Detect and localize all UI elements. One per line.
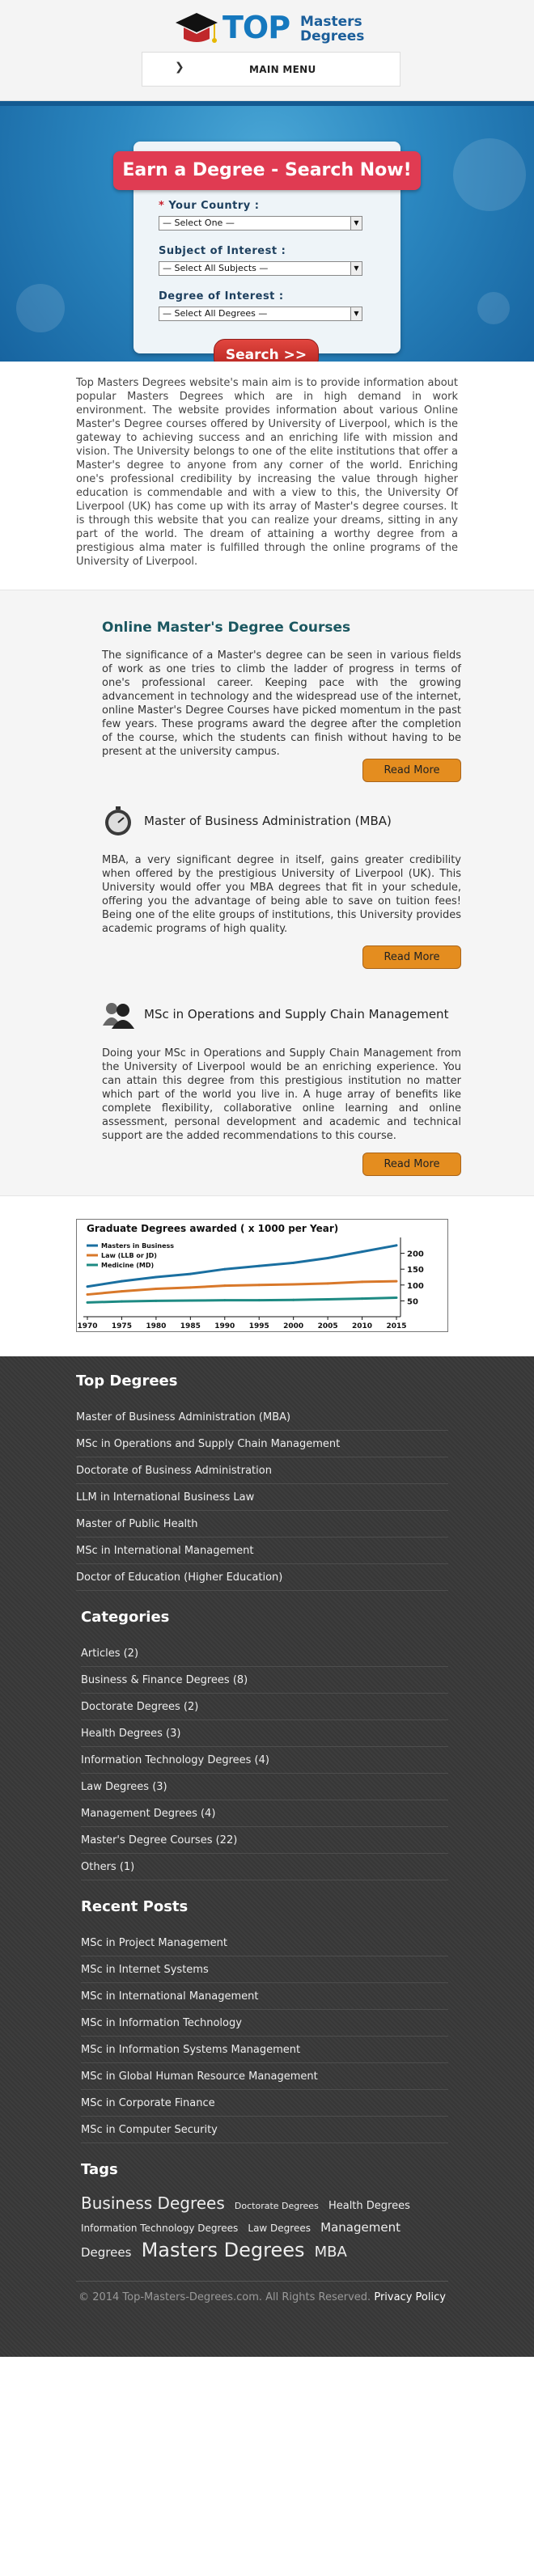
tag-link[interactable]: Information Technology Degrees: [81, 2223, 239, 2234]
footer-link[interactable]: MSc in Information Systems Management: [81, 2037, 448, 2063]
dropdown-arrow-icon: ▼: [350, 307, 362, 320]
read-more-button[interactable]: Read More: [362, 759, 461, 782]
footer-link[interactable]: MSc in Global Human Resource Management: [81, 2063, 448, 2090]
data-point: [121, 1301, 123, 1303]
chart-title: Graduate Degrees awarded ( x 1000 per Year): [87, 1223, 339, 1234]
series-line: [87, 1297, 396, 1302]
x-tick-label: 1990: [214, 1322, 235, 1330]
footer-link[interactable]: MSc in Project Management: [81, 1930, 448, 1956]
data-point: [87, 1285, 89, 1288]
categories-title: Categories: [81, 1609, 170, 1626]
footer-link[interactable]: Master of Business Administration (MBA): [76, 1404, 448, 1431]
degree-select[interactable]: — Select All Degrees — ▼: [159, 307, 362, 321]
data-point: [189, 1286, 192, 1288]
bokeh-decoration: [16, 284, 65, 332]
graduation-cap-icon: [174, 10, 219, 49]
country-select[interactable]: — Select One — ▼: [159, 216, 362, 231]
courses-title: Online Master's Degree Courses: [102, 620, 351, 636]
footer-link[interactable]: Health Degrees (3): [81, 1720, 448, 1747]
course-item: [102, 998, 461, 1176]
footer-link[interactable]: Doctorate of Business Administration: [76, 1457, 448, 1484]
x-tick-label: 1970: [77, 1322, 98, 1330]
tag-link[interactable]: Business Degrees: [81, 2193, 225, 2213]
x-tick-label: 2005: [317, 1322, 338, 1330]
read-more-button[interactable]: Read More: [362, 1153, 461, 1176]
footer-link[interactable]: Law Degrees (3): [81, 1774, 448, 1800]
main-menu-label: MAIN MENU: [249, 64, 316, 75]
x-tick-label: 1980: [146, 1322, 167, 1330]
read-more-button[interactable]: Read More: [362, 945, 461, 969]
footer-link[interactable]: MSc in Corporate Finance: [81, 2090, 448, 2117]
data-point: [155, 1276, 157, 1279]
bokeh-decoration: [453, 138, 526, 211]
chart-svg: [77, 1220, 447, 1331]
tag-link[interactable]: Doctorate Degrees: [234, 2201, 319, 2211]
y-tick-label: 200: [407, 1250, 424, 1259]
y-tick-label: 150: [407, 1266, 424, 1275]
site-header: [0, 0, 534, 101]
data-point: [155, 1288, 157, 1290]
top-degrees-list: [76, 1404, 448, 1591]
chart-section: [0, 1196, 534, 1356]
footer-link[interactable]: MSc in Computer Security: [81, 2117, 448, 2143]
search-button[interactable]: Search >>: [214, 339, 319, 362]
footer-link[interactable]: MSc in International Management: [76, 1538, 448, 1564]
subject-select[interactable]: — Select All Subjects — ▼: [159, 261, 362, 276]
tags-title: Tags: [81, 2161, 118, 2178]
data-point: [258, 1284, 261, 1286]
legend-label: Masters in Business: [101, 1242, 175, 1250]
y-tick-label: 50: [407, 1297, 418, 1307]
footer-link[interactable]: MSc in Information Technology: [81, 2010, 448, 2037]
footer-link[interactable]: Management Degrees (4): [81, 1800, 448, 1827]
logo-top-text: TOP: [222, 10, 290, 45]
footer-link[interactable]: MSc in Operations and Supply Chain Management: [76, 1431, 448, 1457]
data-point: [121, 1280, 123, 1283]
main-menu-toggle[interactable]: [142, 52, 400, 87]
data-point: [87, 1293, 89, 1296]
graduate-degrees-chart: [76, 1219, 448, 1332]
data-point: [223, 1284, 226, 1287]
footer-link[interactable]: Doctorate Degrees (2): [81, 1694, 448, 1720]
tag-link[interactable]: Law Degrees: [248, 2223, 311, 2234]
tag-link[interactable]: MBA: [314, 2244, 347, 2261]
privacy-policy-link[interactable]: Privacy Policy: [374, 2291, 446, 2303]
x-tick-label: 1975: [111, 1322, 132, 1330]
data-point: [258, 1299, 261, 1301]
search-title: Earn a Degree - Search Now!: [113, 151, 421, 190]
x-tick-label: 1985: [180, 1322, 201, 1330]
data-point: [121, 1290, 123, 1292]
users-icon: [102, 998, 134, 1030]
x-tick-label: 2015: [386, 1322, 407, 1330]
search-hero: [0, 101, 534, 362]
tag-link[interactable]: Management Degrees: [81, 2220, 400, 2260]
copyright-bar: [76, 2281, 448, 2303]
site-footer: [0, 1356, 534, 2357]
footer-link[interactable]: Master's Degree Courses (22): [81, 1827, 448, 1854]
data-point: [361, 1280, 363, 1283]
copyright-text: © 2014 Top-Masters-Degrees.com. All Rights Reserved.: [78, 2291, 371, 2303]
data-point: [292, 1299, 295, 1301]
degree-label: Degree of Interest :: [159, 290, 284, 302]
dropdown-arrow-icon: ▼: [350, 217, 362, 230]
site-logo[interactable]: [174, 8, 368, 50]
data-point: [223, 1299, 226, 1301]
course-item: [102, 805, 461, 969]
top-degrees-title: Top Degrees: [76, 1373, 178, 1390]
legend-label: Law (LLB or JD): [101, 1252, 157, 1259]
data-point: [87, 1301, 89, 1304]
data-point: [189, 1300, 192, 1302]
series-line: [87, 1281, 396, 1294]
footer-link[interactable]: LLM in International Business Law: [76, 1484, 448, 1511]
footer-link[interactable]: Master of Public Health: [76, 1511, 448, 1538]
courses-section: [0, 590, 534, 1196]
footer-link[interactable]: MSc in International Management: [81, 1983, 448, 2010]
stopwatch-icon: [102, 805, 134, 837]
course-item-text: MBA, a very significant degree in itself, gains greater credibility when offered by the prestigious University of Liverpool (UK). This University would offer you MBA degrees that fit in your schedule, offering you the advantage of being able to save on tuition fees! Being one of the elite groups of institutions, this University provides academic programs of high quality.: [102, 854, 461, 935]
x-tick-label: 2000: [283, 1322, 304, 1330]
x-tick-label: 2010: [352, 1322, 373, 1330]
tag-link[interactable]: Masters Degrees: [141, 2239, 305, 2261]
data-point: [327, 1257, 329, 1259]
data-point: [155, 1300, 157, 1302]
data-point: [327, 1282, 329, 1284]
logo-subtitle: Masters Degrees: [300, 14, 365, 44]
legend-label: Medicine (MD): [101, 1262, 155, 1269]
dropdown-arrow-icon: ▼: [350, 262, 362, 275]
x-tick-label: 1995: [248, 1322, 269, 1330]
footer-link[interactable]: Articles (2): [81, 1640, 448, 1667]
chevron-down-icon: ❯: [175, 61, 184, 74]
data-point: [361, 1297, 363, 1300]
data-point: [258, 1265, 261, 1267]
intro-text: Top Masters Degrees website's main aim is to provide information about popular Masters Degrees which are in high demand in work environment. The website provides information about various Online Master's Degree courses offered by University of Liverpool, which is the gateway to achieving success and an enriching life with mission and vision. The University belongs to one of the elite institutions that offer a Master's degree to anyone from any corner of the world. Enriching one's professional credibility by increasing the value through higher education is commendable and with a view to this, the University Of Liverpool (UK) has come up with its array of Master's degree courses. It is through this website that you can realize your dreams, sitting in any part of the world. The dream of attaining a worthy degree from a prestigious alma mater is fulfilled through the online programs of the University of Liverpool.: [76, 377, 458, 568]
data-point: [327, 1298, 329, 1301]
recent-posts-list: [81, 1930, 448, 2143]
bokeh-decoration: [477, 292, 510, 324]
tag-link[interactable]: Health Degrees: [328, 2200, 410, 2212]
footer-link[interactable]: Business & Finance Degrees (8): [81, 1667, 448, 1694]
footer-link[interactable]: Doctor of Education (Higher Education): [76, 1564, 448, 1591]
tag-cloud: [81, 2193, 453, 2265]
courses-text: The significance of a Master's degree can be seen in various fields of work as one tries to climb the ladder of progress in terms of one's professional career. Keeping pace with the growing advancement in technology and the widespread use of the internet, online Master's Degree Courses have picked momentum in the past few years. These programs award the degree after the completion of the course, which the students can finish without having to be present at the university campus.: [102, 649, 461, 758]
course-item-text: Doing your MSc in Operations and Supply Chain Management from the University of Liverpool would be an enriching experience. You can attain this degree from this prestigious institution no matter which part of the world you live in. A huge array of benefits like complete flexibility, collaborative online learning and online assessment, personal development and academic and technical support are the added recommendations to this course.: [102, 1047, 461, 1142]
y-tick-label: 100: [407, 1281, 424, 1291]
data-point: [361, 1250, 363, 1253]
course-item-title: Master of Business Administration (MBA): [144, 814, 392, 828]
data-point: [292, 1284, 295, 1286]
subject-label: Subject of Interest :: [159, 245, 286, 257]
recent-posts-title: Recent Posts: [81, 1898, 189, 1915]
footer-link[interactable]: Others (1): [81, 1854, 448, 1880]
data-point: [292, 1262, 295, 1264]
country-label: * Your Country :: [159, 200, 260, 212]
data-point: [223, 1268, 226, 1271]
data-point: [396, 1244, 398, 1246]
footer-link[interactable]: MSc in Internet Systems: [81, 1956, 448, 1983]
course-item-title: MSc in Operations and Supply Chain Management: [144, 1007, 449, 1022]
categories-list: [81, 1640, 448, 1880]
footer-link[interactable]: Information Technology Degrees (4): [81, 1747, 448, 1774]
data-point: [189, 1273, 192, 1275]
data-point: [396, 1296, 398, 1299]
data-point: [396, 1280, 398, 1283]
